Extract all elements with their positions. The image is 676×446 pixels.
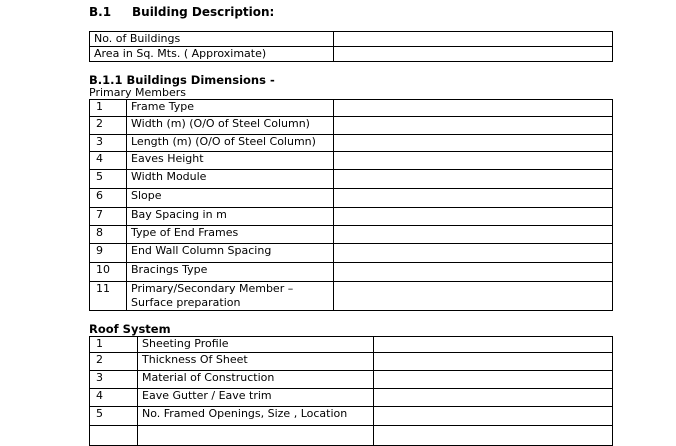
row-value-cell[interactable] [374,371,613,389]
row-number: 5 [90,407,138,426]
row-value-cell[interactable] [334,282,613,311]
table-row [90,100,613,117]
row-number: 1 [90,100,127,117]
row-label: Type of End Frames [127,226,334,244]
row-label: Material of Construction [138,371,374,389]
table-row [90,47,613,62]
row-number: 3 [90,371,138,389]
row-value-cell[interactable] [334,32,613,47]
row-label: No. Framed Openings, Size , Location [138,407,374,426]
row-number: 8 [90,226,127,244]
table-row [90,135,613,152]
section-b11-title: B.1.1 Buildings Dimensions - [89,73,275,87]
row-number: 6 [90,189,127,208]
table-row [90,226,613,244]
table-row [90,407,613,426]
row-label: Width (m) (O/O of Steel Column) [127,117,334,135]
building-description-table [89,31,613,62]
row-number: 4 [90,389,138,407]
row-value-cell[interactable] [334,135,613,152]
row-value-cell[interactable] [334,47,613,62]
row-value-cell[interactable] [374,353,613,371]
row-value-cell[interactable] [374,337,613,353]
row-number: 2 [90,117,127,135]
table-row [90,371,613,389]
row-number: 9 [90,244,127,263]
row-value-cell[interactable] [334,208,613,226]
row-label: Eave Gutter / Eave trim [138,389,374,407]
table-row [90,263,613,282]
row-label: No. of Buildings [90,32,334,47]
row-value-cell[interactable] [334,189,613,208]
table-row [90,244,613,263]
table-row [90,208,613,226]
row-value-cell[interactable] [374,389,613,407]
row-label: Eaves Height [127,152,334,170]
row-number [90,426,138,446]
row-number: 2 [90,353,138,371]
row-value-cell[interactable] [334,226,613,244]
row-value-cell[interactable] [374,426,613,446]
row-number: 4 [90,152,127,170]
row-value-cell[interactable] [334,170,613,189]
row-value-cell[interactable] [334,100,613,117]
section-b1-title: Building Description: [132,5,275,19]
table-row [90,353,613,371]
section-b1-number: B.1 [89,5,112,19]
table-row [90,189,613,208]
table-row [90,426,613,446]
row-label: Bay Spacing in m [127,208,334,226]
row-label: Frame Type [127,100,334,117]
row-label: Length (m) (O/O of Steel Column) [127,135,334,152]
row-number: 10 [90,263,127,282]
row-value-cell[interactable] [334,263,613,282]
table-row [90,282,613,311]
row-label: End Wall Column Spacing [127,244,334,263]
table-row [90,32,613,47]
row-value-cell[interactable] [334,117,613,135]
roof-system-title: Roof System [89,322,171,336]
row-number: 11 [90,282,127,311]
row-label-line-2: Surface preparation [131,296,241,309]
row-label: Sheeting Profile [138,337,374,353]
row-label: Bracings Type [127,263,334,282]
table-row [90,389,613,407]
row-number: 5 [90,170,127,189]
table-row [90,152,613,170]
section-b11-subtitle: Primary Members [89,86,186,99]
row-value-cell[interactable] [374,407,613,426]
roof-system-table [89,336,613,446]
row-value-cell[interactable] [334,244,613,263]
row-label: Width Module [127,170,334,189]
row-label: Area in Sq. Mts. ( Approximate) [90,47,334,62]
row-label-multiline [127,282,334,311]
row-value-cell[interactable] [334,152,613,170]
row-label [138,426,374,446]
row-number: 3 [90,135,127,152]
row-number: 1 [90,337,138,353]
row-label: Slope [127,189,334,208]
row-label-line-1: Primary/Secondary Member – [131,282,294,295]
row-label: Thickness Of Sheet [138,353,374,371]
table-row [90,170,613,189]
table-row [90,117,613,135]
table-row [90,337,613,353]
building-dimensions-table [89,99,613,311]
row-number: 7 [90,208,127,226]
